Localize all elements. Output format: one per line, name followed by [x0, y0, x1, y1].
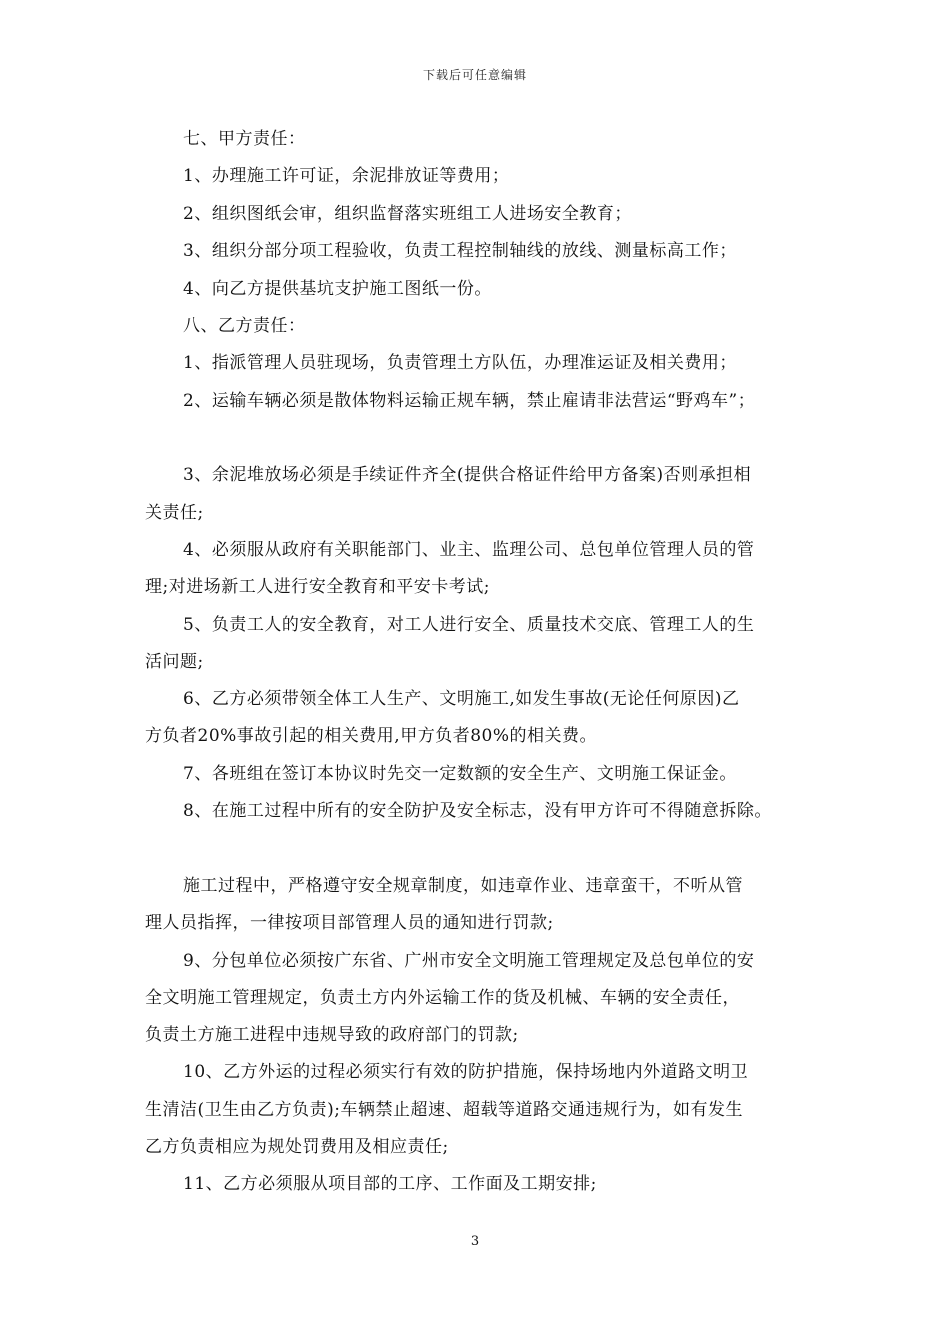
paragraph-line: 2、运输车辆必须是散体物料运输正规车辆，禁止雇请非法营运“野鸡车”；	[183, 391, 756, 411]
paragraph-line: 8、在施工过程中所有的安全防护及安全标志，没有甲方许可不得随意拆除。	[183, 801, 772, 821]
paragraph-line: 5、负责工人的安全教育，对工人进行安全、质量技术交底、管理工人的生	[183, 615, 755, 635]
paragraph-line: 关责任;	[145, 503, 204, 523]
header-note: 下载后可任意编辑	[422, 68, 527, 82]
paragraph-line: 2、组织图纸会审，组织监督落实班组工人进场安全教育；	[183, 204, 632, 224]
page-number: 3	[470, 1234, 480, 1249]
paragraph-line: 1、办理施工许可证，余泥排放证等费用；	[183, 166, 510, 186]
paragraph-line: 4、向乙方提供基坑支护施工图纸一份。	[183, 279, 492, 299]
paragraph-line: 1、指派管理人员驻现场，负责管理土方队伍，办理准运证及相关费用；	[183, 353, 737, 373]
paragraph-line: 乙方负责相应为规处罚费用及相应责任;	[145, 1137, 449, 1157]
paragraph-line: 负责土方施工进程中违规导致的政府部门的罚款;	[145, 1025, 519, 1045]
paragraph-line: 7、各班组在签订本协议时先交一定数额的安全生产、文明施工保证金。	[183, 764, 737, 784]
paragraph-line: 9、分包单位必须按广东省、广州市安全文明施工管理规定及总包单位的安	[183, 951, 755, 971]
paragraph-line: 生清洁(卫生由乙方负责);车辆禁止超速、超载等道路交通违规行为，如有发生	[145, 1100, 743, 1120]
paragraph-line: 11、乙方必须服从项目部的工序、工作面及工期安排;	[183, 1174, 597, 1194]
paragraph-line: 4、必须服从政府有关职能部门、业主、监理公司、总包单位管理人员的管	[183, 540, 755, 560]
paragraph-line: 理人员指挥，一律按项目部管理人员的通知进行罚款;	[145, 913, 554, 933]
paragraph-line: 10、乙方外运的过程必须实行有效的防护措施，保持场地内外道路文明卫	[183, 1062, 749, 1082]
paragraph-line: 3、余泥堆放场必须是手续证件齐全(提供合格证件给甲方备案)否则承担相	[183, 465, 752, 485]
paragraph-line: 6、乙方必须带领全体工人生产、文明施工,如发生事故(无论任何原因)乙	[183, 689, 740, 709]
paragraph-line: 理;对进场新工人进行安全教育和平安卡考试;	[145, 577, 490, 597]
paragraph-line: 施工过程中，严格遵守安全规章制度，如违章作业、违章蛮干，不听从管	[183, 876, 743, 896]
paragraph-line: 方负者20%事故引起的相关费用,甲方负者80%的相关费。	[145, 726, 597, 746]
paragraph-line: 全文明施工管理规定，负责土方内外运输工作的货及机械、车辆的安全责任，	[145, 988, 740, 1008]
paragraph-line: 3、组织分部分项工程验收，负责工程控制轴线的放线、测量标高工作；	[183, 241, 737, 261]
section-heading-party-a: 七、甲方责任：	[183, 129, 306, 149]
paragraph-line: 活问题;	[145, 652, 204, 672]
section-heading-party-b: 八、乙方责任：	[183, 316, 306, 336]
